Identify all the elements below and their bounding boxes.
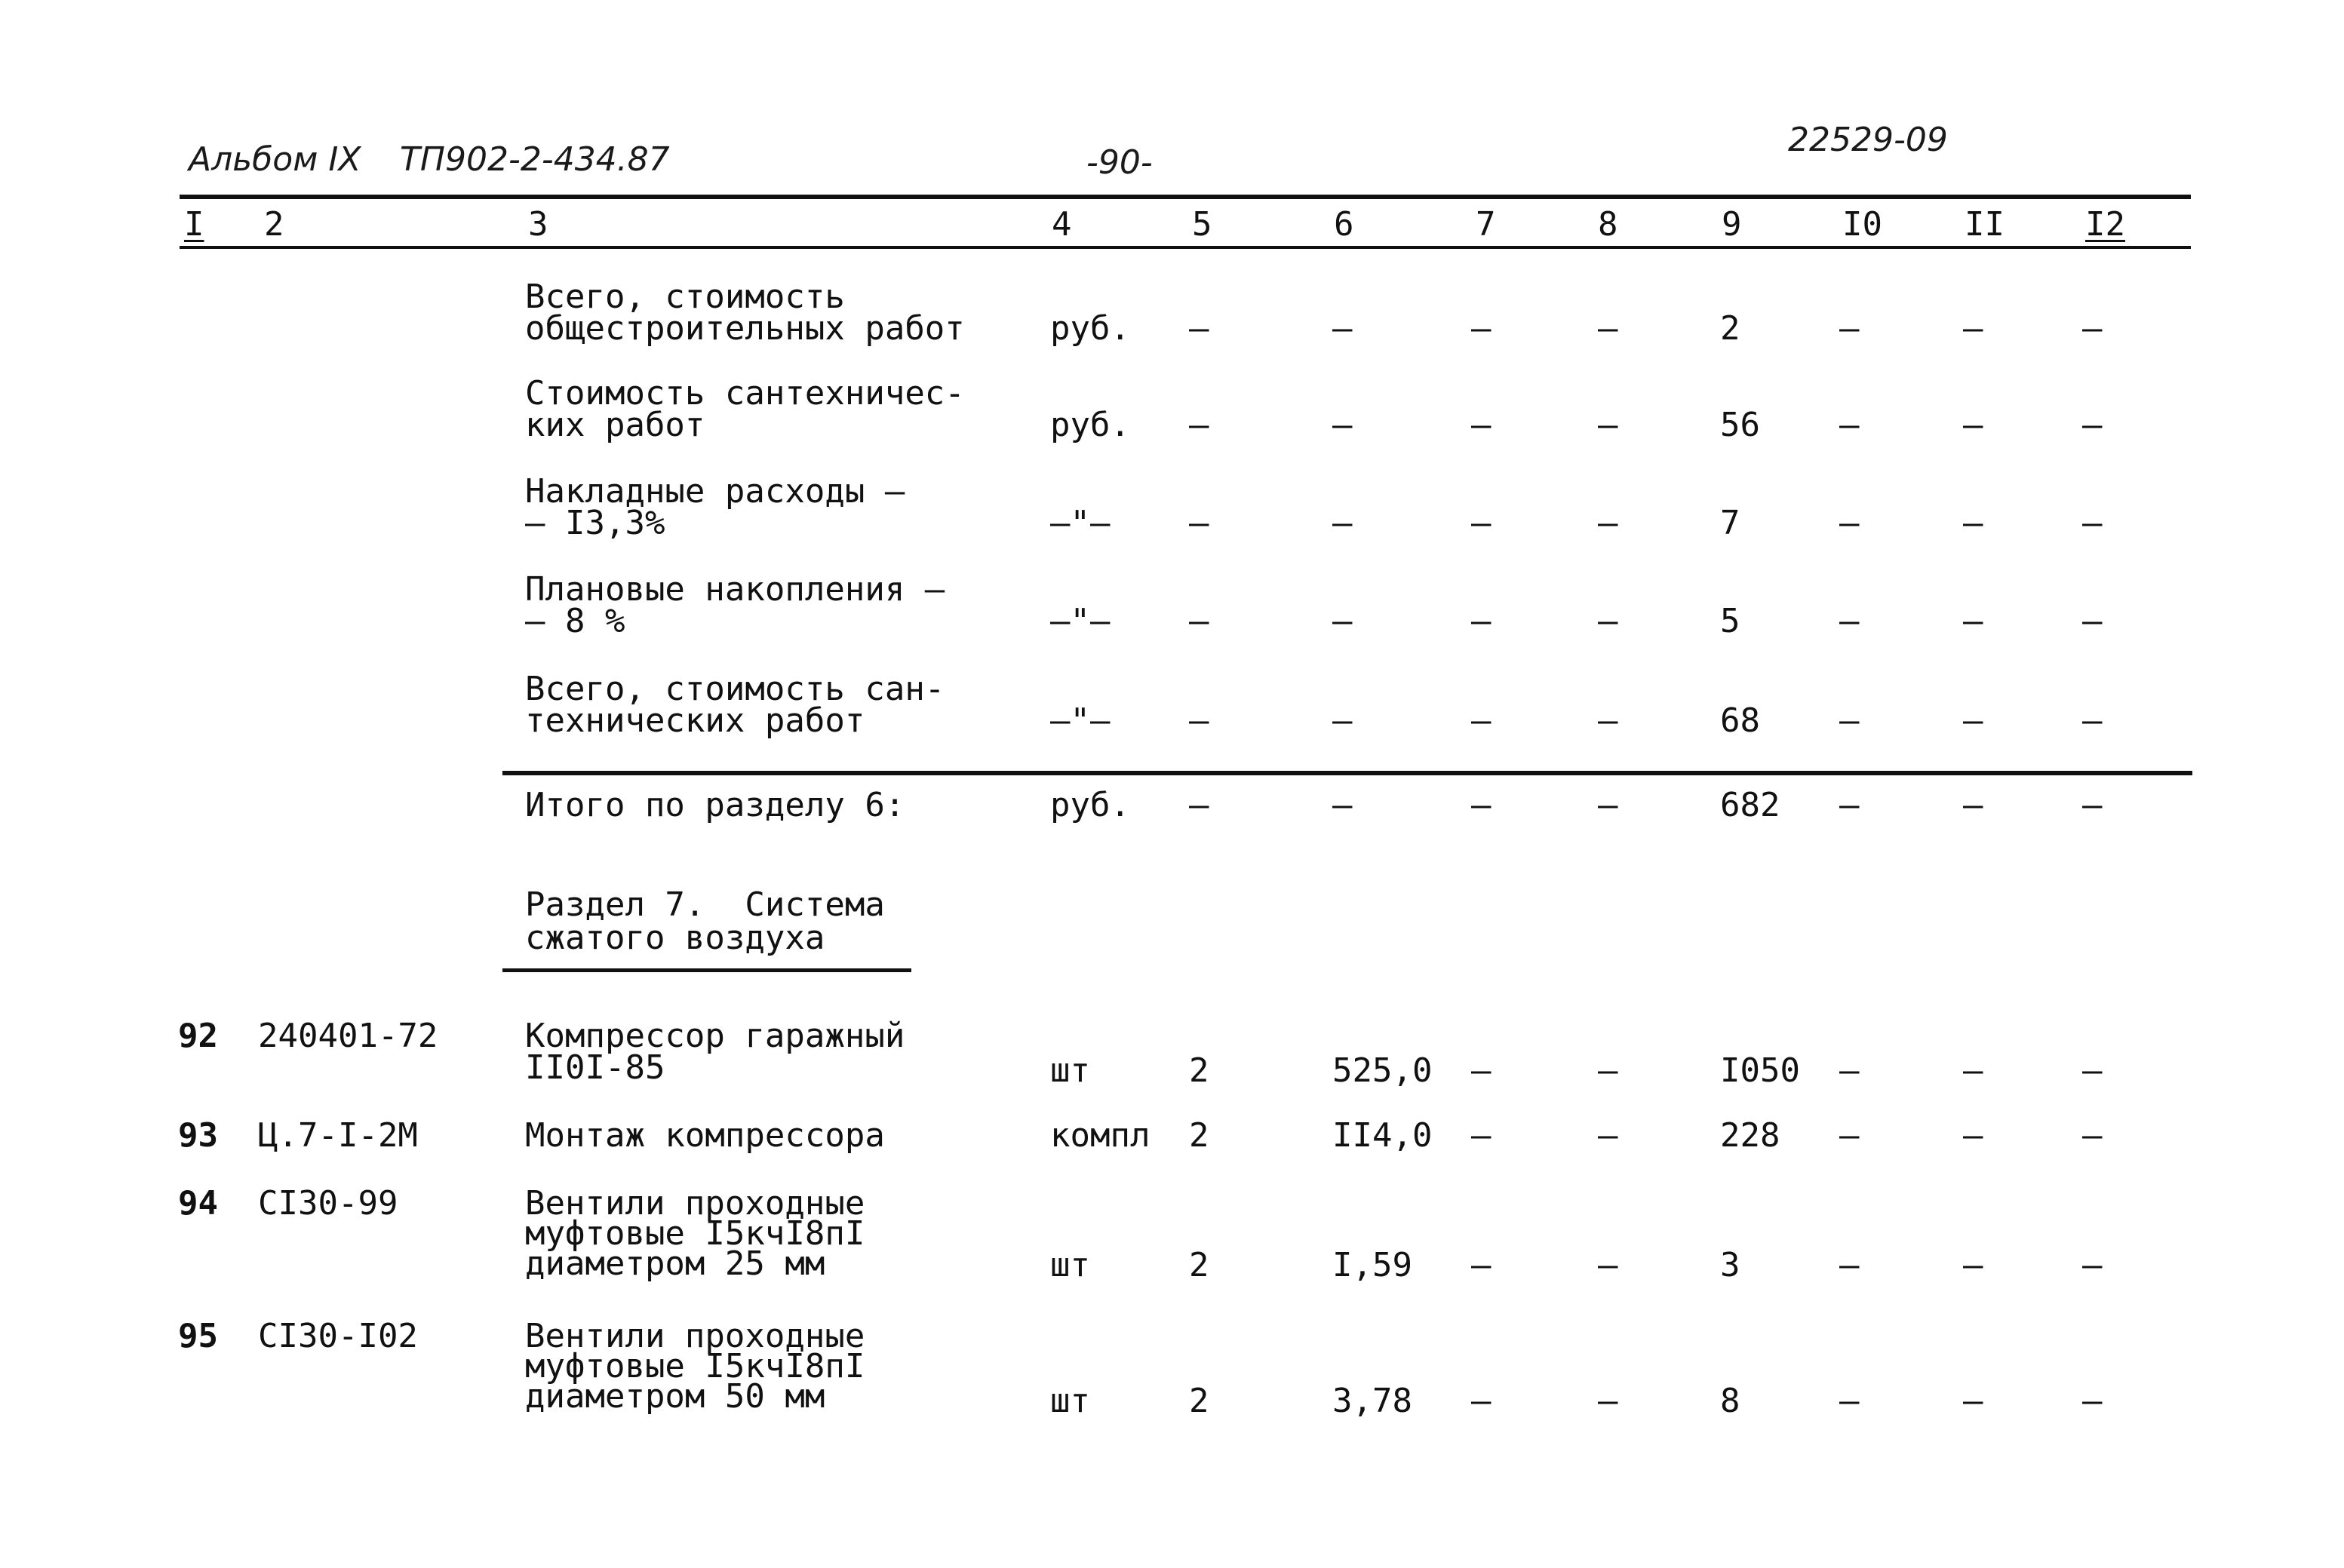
col10-value: – [1839, 1382, 1860, 1420]
row-description-line: – I3,3% [525, 504, 665, 542]
item-number: 94 [178, 1184, 218, 1223]
col7-value: – [1471, 701, 1491, 740]
col12-value: – [2082, 1116, 2103, 1155]
col5-value: 2 [1189, 1382, 1209, 1420]
col8-value: – [1598, 701, 1618, 740]
row-unit: –"– [1050, 504, 1111, 542]
col10-value: – [1839, 786, 1860, 824]
row-unit: руб. [1050, 406, 1130, 444]
col5-value: – [1189, 406, 1209, 444]
col7-value: – [1471, 1382, 1491, 1420]
col12-value: – [2082, 1246, 2103, 1284]
col10-value: – [1839, 1051, 1860, 1090]
column-header-12: I2 [2085, 205, 2125, 244]
col11-value: – [1963, 701, 1983, 740]
col12-value: – [2082, 1382, 2103, 1420]
section-heading-line: сжатого воздуха [525, 919, 825, 957]
project-code: ТП902-2-434.87 [400, 140, 670, 179]
col11-value: – [1963, 1382, 1983, 1420]
table-top-rule [180, 195, 2191, 199]
col10-value: – [1839, 1246, 1860, 1284]
item-number: 92 [178, 1017, 218, 1055]
col8-value: – [1598, 602, 1618, 640]
column-header-7: 7 [1476, 205, 1496, 244]
row-description-line: Плановые накопления – [525, 570, 945, 609]
col10-value: – [1839, 602, 1860, 640]
col8-value: – [1598, 1116, 1618, 1155]
col7-value: – [1471, 504, 1491, 542]
col5-value: – [1189, 309, 1209, 348]
total-label: Итого по разделу 6: [525, 786, 905, 824]
item-code: СI30-99 [258, 1184, 398, 1223]
row-description-line: Всего, стоимость [525, 278, 845, 316]
col12-value: – [2082, 1051, 2103, 1090]
col6-value: – [1332, 309, 1353, 348]
col10-value: – [1839, 406, 1860, 444]
row-unit: шт [1050, 1246, 1090, 1284]
column-header-9: 9 [1722, 205, 1742, 244]
subtotal-rule [502, 771, 2192, 775]
col10-value: – [1839, 309, 1860, 348]
col9-value: 7 [1720, 504, 1740, 542]
page-number: -90- [1086, 143, 1153, 182]
col7-value: – [1471, 1051, 1491, 1090]
col5-value: – [1189, 504, 1209, 542]
col10-value: – [1839, 504, 1860, 542]
row-unit: руб. [1050, 786, 1130, 824]
column-header-4: 4 [1052, 205, 1072, 244]
col7-value: – [1471, 1116, 1491, 1155]
col8-value: – [1598, 309, 1618, 348]
row-description-line: Компрессор гаражный [525, 1017, 905, 1055]
col6-value: 3,78 [1332, 1382, 1412, 1420]
item-code: Ц.7-I-2М [258, 1116, 418, 1155]
col11-value: – [1963, 406, 1983, 444]
column-header-2: 2 [264, 205, 284, 244]
col6-value: – [1332, 786, 1353, 824]
col6-value: II4,0 [1332, 1116, 1433, 1155]
item-code: 240401-72 [258, 1017, 438, 1055]
col10-value: – [1839, 701, 1860, 740]
row-unit: руб. [1050, 309, 1130, 348]
col11-value: – [1963, 1116, 1983, 1155]
col7-value: – [1471, 406, 1491, 444]
col5-value: 2 [1189, 1246, 1209, 1284]
document-number: 22529-09 [1788, 121, 1948, 159]
row-description-line: диаметром 25 мм [525, 1244, 825, 1283]
col12-value: – [2082, 602, 2103, 640]
row-description-line: муфтовые I5кчI8пI [525, 1347, 865, 1385]
col9-value: 682 [1720, 786, 1780, 824]
col9-value: 228 [1720, 1116, 1780, 1155]
row-unit: –"– [1050, 701, 1111, 740]
col5-value: – [1189, 701, 1209, 740]
row-description-line: – 8 % [525, 602, 625, 640]
col10-value: – [1839, 1116, 1860, 1155]
col7-value: – [1471, 786, 1491, 824]
col6-value: – [1332, 504, 1353, 542]
item-number: 95 [178, 1317, 218, 1355]
col8-value: – [1598, 786, 1618, 824]
row-description-line: диаметром 50 мм [525, 1377, 825, 1416]
row-description-line: Вентили проходные [525, 1317, 865, 1355]
column-header-10: I0 [1842, 205, 1882, 244]
column-header-5: 5 [1192, 205, 1212, 244]
col11-value: – [1963, 1051, 1983, 1090]
item-code: СI30-I02 [258, 1317, 418, 1355]
column-header-1: I [184, 205, 204, 244]
album-label: Альбом IX [189, 140, 361, 179]
row-description-line: технических работ [525, 701, 865, 740]
row-description-line: Стоимость сантехничес- [525, 374, 965, 413]
row-description-line: Вентили проходные [525, 1184, 865, 1223]
row-description-line: Монтаж компрессора [525, 1116, 885, 1155]
col12-value: – [2082, 504, 2103, 542]
row-description-line: Накладные расходы – [525, 472, 905, 511]
col9-value: 5 [1720, 602, 1740, 640]
column-header-8: 8 [1598, 205, 1618, 244]
row-description-line: ких работ [525, 406, 705, 444]
col5-value: – [1189, 786, 1209, 824]
col9-value: 56 [1720, 406, 1760, 444]
col8-value: – [1598, 1246, 1618, 1284]
col12-value: – [2082, 786, 2103, 824]
col12-value: – [2082, 406, 2103, 444]
col8-value: – [1598, 504, 1618, 542]
col9-value: 2 [1720, 309, 1740, 348]
col11-value: – [1963, 1246, 1983, 1284]
column-header-11: II [1965, 205, 2005, 244]
row-description-line: общестроительных работ [525, 309, 965, 348]
row-unit: компл [1050, 1116, 1150, 1155]
col6-value: – [1332, 602, 1353, 640]
section-heading-underline [502, 968, 911, 972]
col8-value: – [1598, 1382, 1618, 1420]
col5-value: 2 [1189, 1051, 1209, 1090]
col9-value: I050 [1720, 1051, 1800, 1090]
column-header-3: 3 [528, 205, 548, 244]
col12-value: – [2082, 309, 2103, 348]
col6-value: I,59 [1332, 1246, 1412, 1284]
col7-value: – [1471, 309, 1491, 348]
column-header-6: 6 [1334, 205, 1354, 244]
row-unit: шт [1050, 1382, 1090, 1420]
item-number: 93 [178, 1116, 218, 1155]
col9-value: 3 [1720, 1246, 1740, 1284]
col5-value: – [1189, 602, 1209, 640]
row-description-line: II0I-85 [525, 1048, 665, 1087]
section-heading-line: Раздел 7. Система [525, 885, 885, 924]
col8-value: – [1598, 406, 1618, 444]
col11-value: – [1963, 786, 1983, 824]
col11-value: – [1963, 309, 1983, 348]
col7-value: – [1471, 602, 1491, 640]
col12-value: – [2082, 701, 2103, 740]
row-description-line: Всего, стоимость сан- [525, 670, 945, 708]
col6-value: – [1332, 406, 1353, 444]
row-unit: шт [1050, 1051, 1090, 1090]
col11-value: – [1963, 602, 1983, 640]
row-description-line: муфтовые I5кчI8пI [525, 1214, 865, 1253]
col11-value: – [1963, 504, 1983, 542]
col7-value: – [1471, 1246, 1491, 1284]
col9-value: 8 [1720, 1382, 1740, 1420]
col9-value: 68 [1720, 701, 1760, 740]
header-bottom-rule [180, 246, 2191, 249]
col5-value: 2 [1189, 1116, 1209, 1155]
col6-value: – [1332, 701, 1353, 740]
col6-value: 525,0 [1332, 1051, 1433, 1090]
row-unit: –"– [1050, 602, 1111, 640]
col8-value: – [1598, 1051, 1618, 1090]
